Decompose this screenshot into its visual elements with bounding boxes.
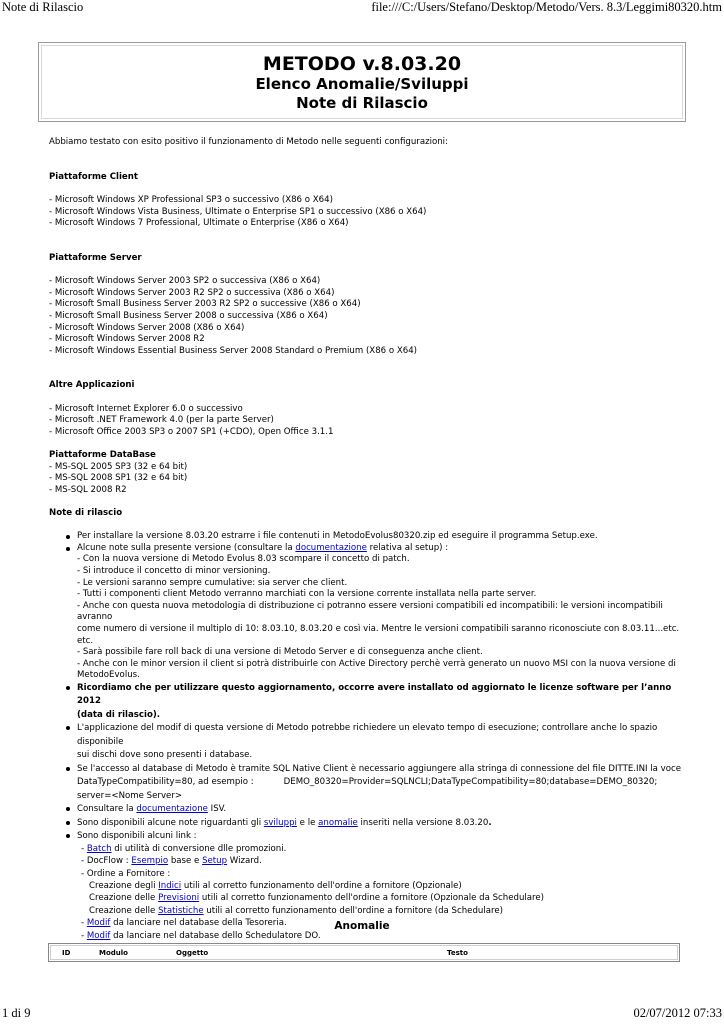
note-install: Per installare la versione 8.03.20 estrarre i file contenuti in MetodoEvolus80320.zip ed eseguire il programma Setup.exe. <box>77 531 598 542</box>
note-text: Consultare la <box>77 804 137 815</box>
note-line: - Si introduce il concetto di minor versioning. <box>77 565 271 576</box>
note-text: . <box>488 817 492 828</box>
section-heading-apps: Altre Applicazioni <box>49 380 135 391</box>
print-footer <box>2 1006 722 1021</box>
previsioni-link[interactable]: Previsioni <box>158 893 200 904</box>
section-heading-notes: Note di rilascio <box>49 508 123 518</box>
note-text: - DocFlow : <box>81 856 132 867</box>
note-line: - Con la nuova versione di Metodo Evolus 8.03 scompare il concetto di patch. <box>77 554 410 565</box>
note-line: - Sarà possibile fare roll back di una versione di Metodo Server e di conseguenza anche client. <box>77 647 483 658</box>
isv-documentation-link[interactable]: documentazione <box>136 804 208 815</box>
setup-link[interactable]: Setup <box>202 856 228 867</box>
anomalie-table-header <box>48 943 680 962</box>
note-modif: L'applicazione del modif di questa versione di Metodo potrebbe richiedere un elevato tempo di esecuzione; controllare anche lo spazio disponibile <box>77 723 658 747</box>
list-item: - Microsoft Small Business Server 2008 o successiva (X86 o X64) <box>49 310 328 321</box>
statistiche-link[interactable]: Statistiche <box>158 905 204 916</box>
note-text: Wizard. <box>227 856 262 867</box>
doc-title: METODO v.8.03.20 <box>262 53 462 75</box>
note-line: MetodoEvolus. <box>77 670 140 681</box>
note-license: Ricordiamo che per utilizzare questo aggiornamento, occorre avere installato od aggiornato le licenze software per l’anno 2012 <box>77 682 672 707</box>
note-line: - Le versioni saranno sempre cumulative: sia server che client. <box>77 577 348 588</box>
documentation-link[interactable]: documentazione <box>295 542 367 553</box>
list-item: - Microsoft Office 2003 SP3 o 2007 SP1 (+CDO), Open Office 3.1.1 <box>49 426 334 437</box>
doc-subtitle-2: Note di Rilascio <box>296 94 428 112</box>
list-item <box>49 803 689 817</box>
list-item: - Microsoft .NET Framework 4.0 (per la parte Server) <box>49 415 274 426</box>
list-item <box>49 763 689 804</box>
note-text: ISV. <box>207 804 227 815</box>
ordine-fornitore-label: - Ordine a Fornitore : <box>81 868 171 879</box>
list-item: - Microsoft Windows Server 2003 R2 SP2 o successiva (X86 o X64) <box>49 287 335 298</box>
indici-link[interactable]: Indici <box>158 881 182 892</box>
list-item: - Microsoft Small Business Server 2003 R2 SP2 o successive (X86 o X64) <box>49 299 361 310</box>
note-text: Creazione degli <box>89 881 159 892</box>
list-item: - MS-SQL 2005 SP3 (32 e 64 bit) <box>49 461 188 472</box>
column-header-oggetto: Oggetto <box>176 949 209 957</box>
batch-link[interactable]: Batch <box>86 843 112 854</box>
list-item: - Microsoft Windows Essential Business Server 2008 Standard o Premium (X86 o X64) <box>49 345 418 356</box>
modif-schedulatore-link[interactable]: Modif <box>86 930 111 941</box>
note-text: - <box>81 843 87 854</box>
sviluppi-link[interactable]: sviluppi <box>263 817 297 828</box>
note-sql-native-2: DataTypeCompatibility=80, ad esempio : <box>77 777 254 788</box>
note-text: di utilità di conversione dlle promozioni. <box>111 843 287 854</box>
section-heading-client: Piattaforme Client <box>49 171 138 182</box>
column-header-id: ID <box>62 949 71 957</box>
list-item <box>49 682 689 723</box>
intro-text: Abbiamo testato con esito positivo il funzionamento di Metodo nelle seguenti configurazioni: <box>49 137 448 147</box>
list-item: - Microsoft Windows XP Professional SP3 o successivo (X86 o X64) <box>49 194 333 205</box>
note-text: Alcune note sulla presente versione (consultare la <box>77 542 296 553</box>
list-item: - Microsoft Windows Server 2008 (X86 o X64) <box>49 322 245 333</box>
note-line: come numero di versione il multiplo di 10: 8.03.10, 8.03.20 e così via. Mentre le versioni compatibili saranno riconosciute con 8.03.11...etc. etc. <box>77 623 680 646</box>
note-text: - <box>81 918 87 929</box>
note-text: Creazione delle <box>89 905 159 916</box>
section-heading-server: Piattaforme Server <box>49 252 142 263</box>
print-header-path: file:///C:/Users/Stefano/Desktop/Metodo/Vers. 8.3/Leggimi80320.htm <box>371 0 722 14</box>
print-header <box>2 0 722 15</box>
note-text: utili al corretto funzionamento dell'ordine a fornitore (da Schedulare) <box>203 905 503 916</box>
note-text: base e <box>168 856 203 867</box>
note-line: - Anche con questa nuova metodologia di distribuzione ci potranno essere versioni compatibili ed incompatibili: le versioni incompatibili avranno <box>77 600 663 623</box>
modif-tesoreria-link[interactable]: Modif <box>86 918 111 929</box>
list-item <box>49 543 689 682</box>
note-text: e le <box>296 817 319 828</box>
note-line: - Tutti i componenti client Metodo verranno marchiati con la versione corrente installata nella parte server. <box>77 589 537 600</box>
note-sql-native: Se l'accesso al database di Metodo è tramite SQL Native Client è necessario aggiungere alla stringa di connessione del file DITTE.INI la voce <box>77 763 682 774</box>
note-text: relativa al setup) : <box>366 542 449 553</box>
note-text: Sono disponibili alcune note riguardanti gli <box>77 817 264 828</box>
list-item: - Microsoft Internet Explorer 6.0 o successivo <box>49 403 243 414</box>
links-intro: Sono disponibili alcuni link : <box>77 831 197 842</box>
note-text: - <box>81 930 87 941</box>
print-header-title: Note di Rilascio <box>2 0 84 14</box>
list-item: - Microsoft Windows Vista Business, Ultimate o Enterprise SP1 o successivo (X86 o X64) <box>49 206 427 217</box>
note-license-date: (data di rilascio). <box>77 709 161 720</box>
note-modif-2: sui dischi dove sono presenti i database. <box>77 750 253 761</box>
list-item <box>49 817 689 831</box>
list-item: - Microsoft Windows Server 2008 R2 <box>49 334 205 345</box>
list-item: - MS-SQL 2008 R2 <box>49 484 127 495</box>
print-date: 02/07/2012 07:33 <box>633 1006 722 1020</box>
column-header-testo: Testo <box>447 949 468 957</box>
anomalie-link[interactable]: anomalie <box>318 817 358 828</box>
release-notes-list <box>49 531 689 942</box>
list-item: - MS-SQL 2008 SP1 (32 e 64 bit) <box>49 473 188 484</box>
note-text: Creazione delle <box>89 893 159 904</box>
note-sql-native-3: server=<Nome Server> <box>77 790 183 801</box>
esempio-link[interactable]: Esempio <box>131 856 169 867</box>
list-item: - Microsoft Windows Server 2003 SP2 o successiva (X86 o X64) <box>49 276 321 287</box>
note-text: utili al corretto funzionamento dell'ordine a fornitore (Opzionale) <box>181 881 462 892</box>
note-text: da lanciare nel database della Tesoreria. <box>110 918 287 929</box>
list-item <box>49 531 689 543</box>
title-box <box>38 42 686 122</box>
note-text: inseriti nella versione 8.03.20 <box>357 817 489 828</box>
page-number: 1 di 9 <box>2 1006 31 1020</box>
note-text: utili al corretto funzionamento dell'ordine a fornitore (Opzionale da Schedulare) <box>199 893 545 904</box>
main-content <box>49 137 689 942</box>
note-text: da lanciare nel database dello Schedulatore DO. <box>110 930 321 941</box>
anomalie-heading: Anomalie <box>334 920 390 932</box>
section-heading-database: Piattaforme DataBase <box>49 450 156 461</box>
note-line: - Anche con le minor version il client si potrà distribuirle con Active Directory perchè verrà generato un nuovo MSI con la nuova versione di <box>77 658 676 669</box>
column-header-modulo: Modulo <box>99 949 128 957</box>
list-item: - Microsoft Windows 7 Professional, Ultimate o Enterprise (X86 o X64) <box>49 218 349 229</box>
connection-string-example: DEMO_80320=Provider=SQLNCLI;DataTypeCompatibility=80;database=DEMO_80320; <box>283 777 658 788</box>
doc-subtitle: Elenco Anomalie/Sviluppi <box>255 75 469 93</box>
list-item <box>49 722 689 763</box>
